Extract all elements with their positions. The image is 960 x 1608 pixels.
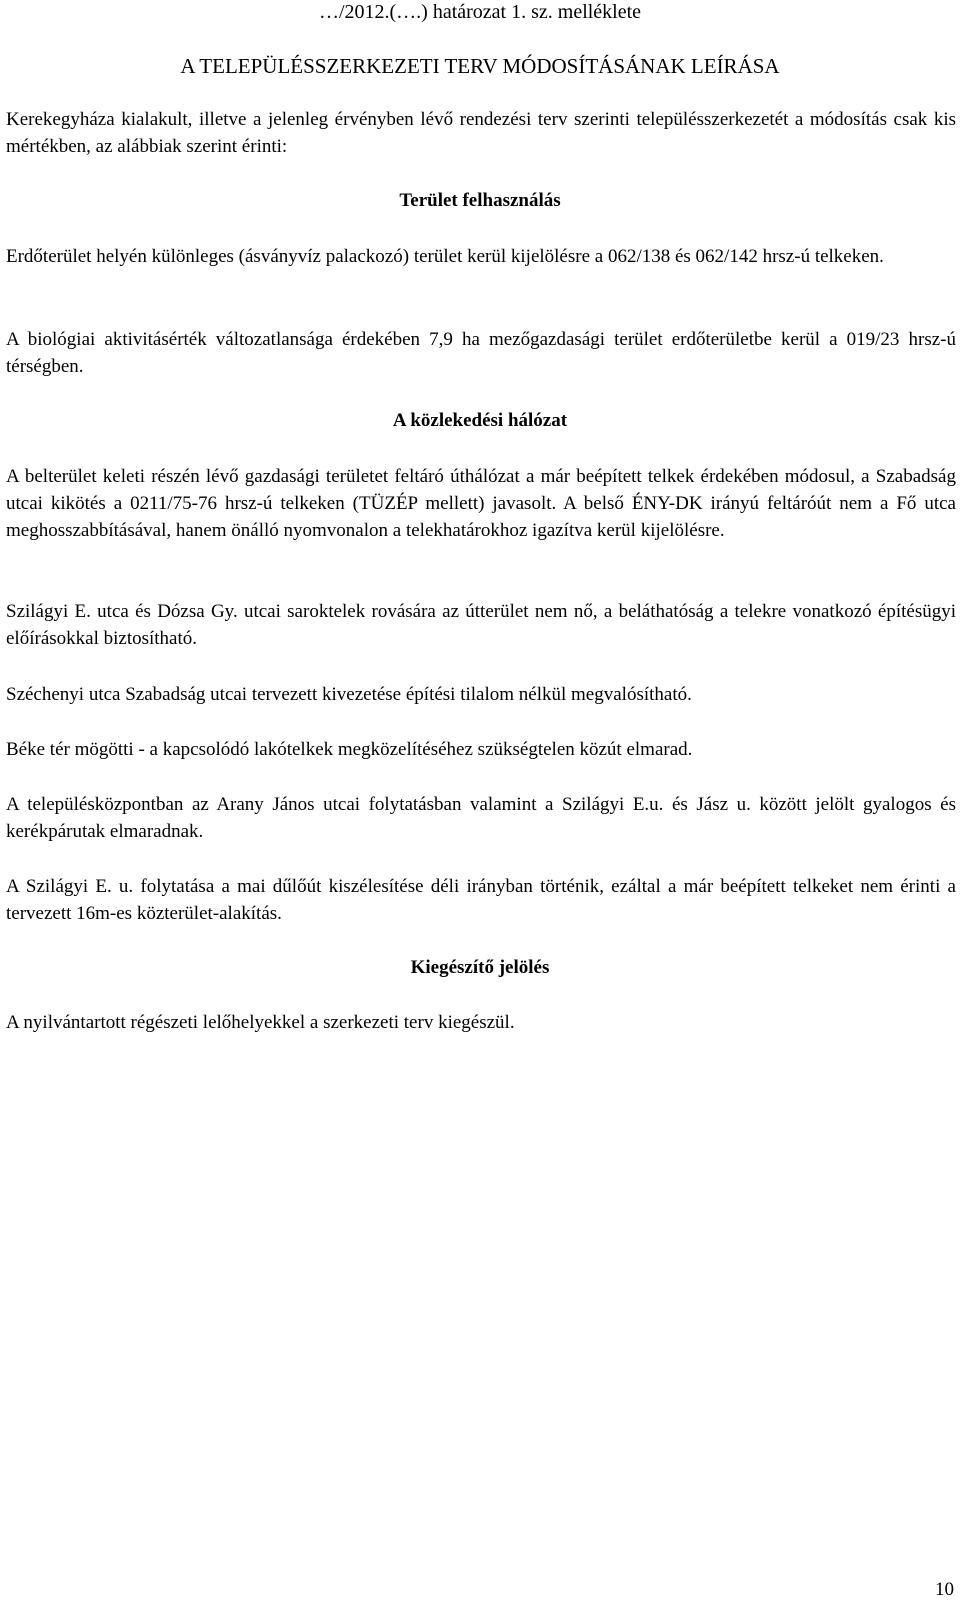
transport-paragraph-3: Széchenyi utca Szabadság utcai tervezett kivezetése építési tilalom nélkül megvalósítható. xyxy=(6,684,692,705)
land-use-paragraph-2: A biológiai aktivitásérték változatlansága érdekében 7,9 ha mezőgazdasági terület erdőterületbe kerül a 019/23 hrsz-ú térségben. xyxy=(6,329,956,377)
land-use-paragraph-1: Erdőterület helyén különleges (ásványvíz palackozó) terület kerül kijelölésre a 062/138 és 062/142 hrsz-ú telkeken. xyxy=(6,246,884,267)
document-header: …/2012.(….) határozat 1. sz. melléklete xyxy=(318,1,642,23)
document-title: A TELEPÜLÉSSZERKEZETI TERV MÓDOSÍTÁSÁNAK LEÍRÁSA xyxy=(180,54,780,78)
page-number: 10 xyxy=(935,1579,954,1600)
transport-paragraph-1: A belterület keleti részén lévő gazdasági területet feltáró úthálózat a már beépített telkek érdekében módosul, a Szabadság utcai kikötés a 0211/75-76 hrsz-ú telkeken (TÜZÉP mellett) javasolt. A belső ÉNY-DK irányú feltáróút nem a Fő utca meghosszabbításával, hanem önálló nyomvonalon a telekhatárokhoz igazítva kerül kijelölésre. xyxy=(6,466,956,541)
transport-paragraph-5: A településközpontban az Arany János utcai folytatásban valamint a Szilágyi E.u. és Jász u. között jelölt gyalogos és kerékpárutak elmaradnak. xyxy=(6,794,956,842)
transport-paragraph-4: Béke tér mögötti - a kapcsolódó lakótelkek megközelítéséhez szükségtelen közút elmarad. xyxy=(6,739,693,760)
section-heading-supplementary: Kiegészítő jelölés xyxy=(410,957,550,978)
supplementary-paragraph: A nyilvántartott régészeti lelőhelyekkel a szerkezeti terv kiegészül. xyxy=(6,1012,515,1033)
transport-paragraph-6: A Szilágyi E. u. folytatása a mai dűlőút kiszélesítése déli irányban történik, ezáltal a már beépített telkeket nem érinti a tervezett 16m-es közterület-alakítás. xyxy=(6,876,956,924)
transport-paragraph-2: Szilágyi E. utca és Dózsa Gy. utcai saroktelek rovására az útterület nem nő, a beláthatóság a telekre vonatkozó építésügyi előírásokkal biztosítható. xyxy=(6,601,956,649)
section-heading-land-use: Terület felhasználás xyxy=(399,190,561,211)
section-heading-transport: A közlekedési hálózat xyxy=(392,410,568,431)
intro-paragraph: Kerekegyháza kialakult, illetve a jelenleg érvényben lévő rendezési terv szerinti településszerkezetét a módosítás csak kis mértékben, az alábbiak szerint érinti: xyxy=(6,109,956,157)
